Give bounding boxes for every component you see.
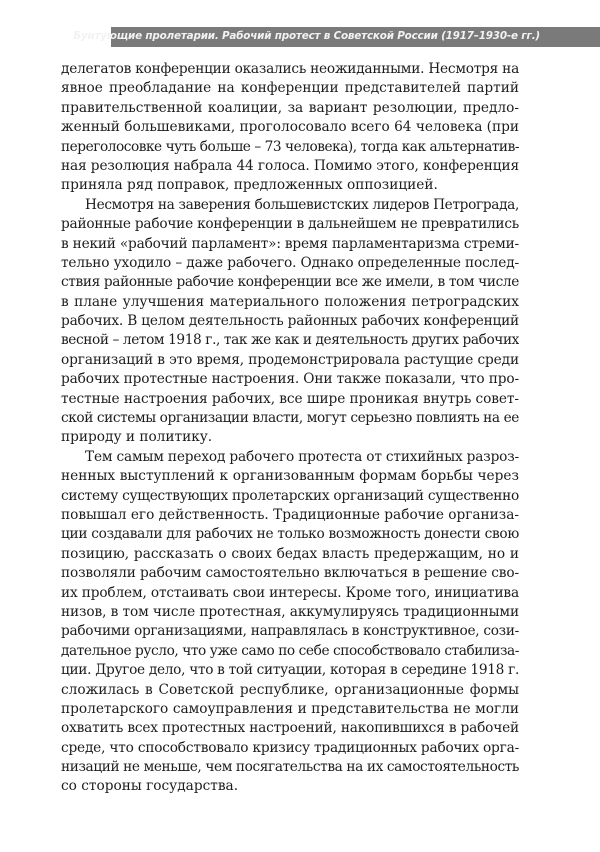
paragraph-2 bbox=[61, 196, 519, 448]
text-line: среде, что способствовало кризису традиционных рабочих орга- bbox=[61, 739, 519, 756]
text-line: тельно уходило – даже рабочего. Однако определенные послед- bbox=[61, 254, 519, 271]
text-line: в некий «рабочий парламент»: время парламентаризма стреми- bbox=[61, 235, 519, 252]
text-line: ненных выступлений к организованным формам борьбы через bbox=[61, 468, 519, 485]
text-line: сложилась в Советской республике, организационные формы bbox=[61, 681, 519, 698]
text-line: низаций не меньше, чем посягательства на их самостоятельность bbox=[61, 759, 519, 776]
text-line: позицию, рассказать о своих бедах власть предержащим, но и bbox=[61, 545, 519, 562]
text-line: делегатов конференции оказались неожиданными. Несмотря на bbox=[61, 61, 519, 77]
running-title: Бунтующие пролетарии. Рабочий протест в Советской России (1917–1930-е гг.) bbox=[73, 30, 540, 42]
text-line: природу и политику. bbox=[61, 429, 213, 446]
text-line: женный большевиками, проголосовало всего 64 человека (при bbox=[61, 119, 519, 136]
text-line: повышал его действенность. Традиционные рабочие организа- bbox=[61, 506, 519, 523]
text-line: приняла ряд поправок, предложенных оппозицией. bbox=[61, 177, 438, 194]
text-line: охватить всех протестных настроений, накопившихся в рабочей bbox=[61, 720, 519, 737]
text-line: ции создавали для рабочих не только возможность донести свою bbox=[61, 526, 519, 543]
text-line: рабочими организациями, направлялась в конструктивное, сози- bbox=[61, 623, 519, 640]
text-line: в плане улучшения материального положения петроградских bbox=[61, 293, 519, 310]
text-line: организаций в это время, продемонстрировала растущие среди bbox=[61, 351, 519, 368]
running-header bbox=[73, 27, 600, 47]
text-line: систему существующих пролетарских организаций существенно bbox=[61, 487, 519, 504]
text-line: дательное русло, что уже само по себе способствовало стабилиза- bbox=[61, 642, 519, 659]
text-line: ской системы организации власти, могут серьезно повлиять на ее bbox=[61, 410, 519, 427]
text-line: переголосовке чуть больше – 73 человека), тогда как альтернатив- bbox=[61, 138, 519, 155]
text-line: районные рабочие конференции в дальнейшем не превратились bbox=[61, 216, 519, 233]
text-line: со стороны государства. bbox=[61, 778, 239, 795]
text-line: Тем самым переход рабочего протеста от стихийных разроз- bbox=[85, 448, 519, 465]
paragraph-1 bbox=[61, 60, 519, 196]
text-line: правительственной коалиции, за вариант резолюции, предло- bbox=[61, 99, 519, 116]
text-line: рабочих протестные настроения. Они также показали, что про- bbox=[61, 371, 519, 388]
text-line: тестные настроения рабочих, все шире проникая внутрь совет- bbox=[61, 390, 519, 407]
text-line: ствия районные рабочие конференции все же имели, в том числе bbox=[61, 274, 519, 291]
text-line: рабочих. В целом деятельность районных рабочих конференций bbox=[61, 313, 519, 330]
text-line: низов, в том числе протестная, аккумулируясь традиционными bbox=[61, 603, 519, 620]
text-line: пролетарского самоуправления и представительства не могли bbox=[61, 700, 519, 717]
text-line: Несмотря на заверения большевистских лидеров Петрограда, bbox=[85, 196, 519, 213]
text-line: весной – летом 1918 г., так же как и деятельность других рабочих bbox=[61, 332, 519, 349]
text-line: их проблем, отстаивать свои интересы. Кроме того, инициатива bbox=[61, 584, 519, 601]
text-line: ная резолюция набрала 44 голоса. Помимо этого, конференция bbox=[61, 157, 519, 174]
text-line: явное преобладание на конференции представителей партий bbox=[61, 80, 519, 97]
page-body bbox=[61, 60, 519, 797]
text-line: позволяли рабочим самостоятельно включаться в решение сво- bbox=[61, 565, 519, 582]
text-line: ции. Другое дело, что в той ситуации, которая в середине 1918 г. bbox=[61, 662, 519, 679]
paragraph-3 bbox=[61, 448, 519, 797]
